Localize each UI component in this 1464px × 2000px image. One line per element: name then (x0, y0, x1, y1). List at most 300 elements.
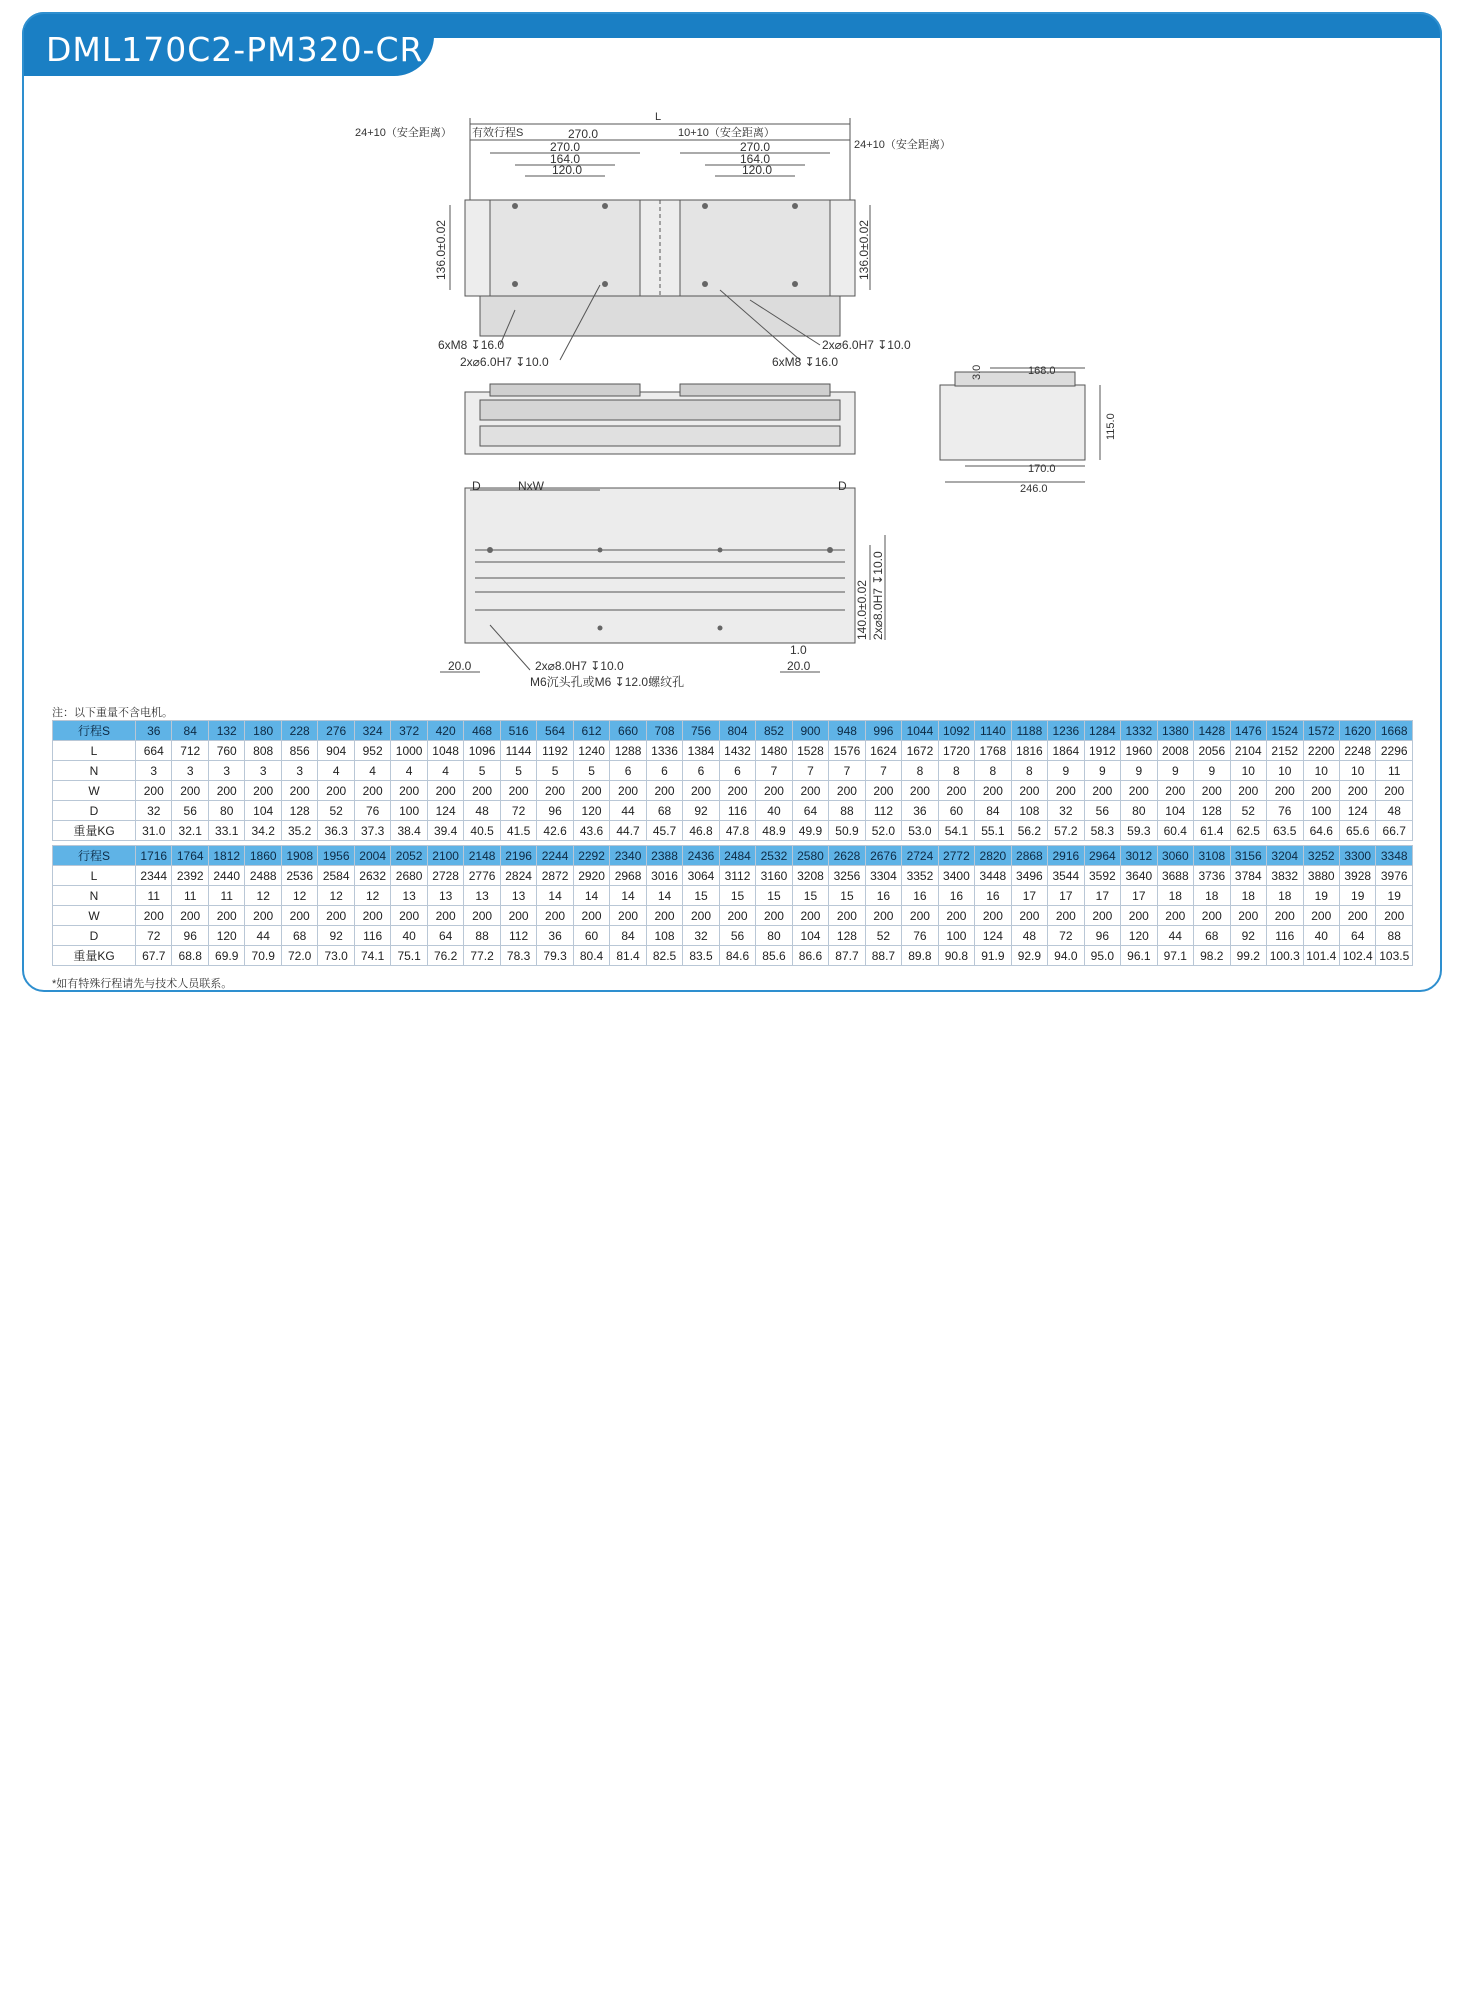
table-cell: 712 (172, 741, 208, 761)
table-cell: 62.5 (1230, 821, 1266, 841)
table-cell: 200 (245, 906, 281, 926)
table-cell: 2340 (610, 846, 646, 866)
table-cell: 18 (1194, 886, 1230, 906)
table-cell: 200 (172, 781, 208, 801)
footnote: *如有特殊行程请先与技术人员联系。 (52, 978, 233, 990)
table-cell: 1908 (281, 846, 317, 866)
dim-246: 246.0 (1020, 483, 1048, 495)
dim-pin8: 2x⌀8.0H7 ↧10.0 (535, 659, 624, 673)
table-row-N (53, 886, 1413, 906)
table-cell: 900 (792, 721, 828, 741)
table-cell: 2532 (756, 846, 792, 866)
table-cell: 1048 (427, 741, 463, 761)
table-cell: 1912 (1084, 741, 1120, 761)
table-cell: 128 (1194, 801, 1230, 821)
table-cell: 8 (902, 761, 938, 781)
table-cell: 2152 (1267, 741, 1303, 761)
dim-164-right: 164.0 (740, 152, 771, 166)
table-cell: 4 (354, 761, 390, 781)
table-cell: 96 (1084, 926, 1120, 946)
dim-pin6-right: 2x⌀6.0H7 ↧10.0 (822, 338, 911, 352)
table-cell: 14 (573, 886, 609, 906)
dim-NxW: NxW (518, 479, 544, 493)
spec-table-2 (52, 845, 1413, 966)
dim-20-right: 20.0 (787, 659, 811, 673)
table-cell: 84 (975, 801, 1011, 821)
table-cell: 112 (865, 801, 901, 821)
table-cell: 64 (1339, 926, 1375, 946)
table-cell: 2008 (1157, 741, 1193, 761)
table-cell: 516 (500, 721, 536, 741)
dim-20-left: 20.0 (448, 659, 472, 673)
table-cell: 1000 (391, 741, 427, 761)
table-cell: 1668 (1376, 721, 1413, 741)
table-cell: 36.3 (318, 821, 354, 841)
table-cell: 8 (938, 761, 974, 781)
table-cell: 85.6 (756, 946, 792, 966)
table-cell: 3252 (1303, 846, 1339, 866)
table-cell: 1860 (245, 846, 281, 866)
row-label: D (53, 801, 136, 821)
table-cell: 19 (1303, 886, 1339, 906)
table-cell: 2248 (1339, 741, 1375, 761)
row-label: D (53, 926, 136, 946)
table-cell: 1528 (792, 741, 828, 761)
table-cell: 3016 (646, 866, 682, 886)
table-cell: 63.5 (1267, 821, 1303, 841)
table-cell: 3112 (719, 866, 755, 886)
table-cell: 200 (500, 781, 536, 801)
table-cell: 65.6 (1339, 821, 1375, 841)
table-cell: 200 (1048, 906, 1084, 926)
table-cell: 200 (1011, 781, 1047, 801)
row-label: L (53, 866, 136, 886)
table-cell: 5 (464, 761, 500, 781)
table-cell: 52 (865, 926, 901, 946)
table-cell: 128 (281, 801, 317, 821)
table-cell: 2196 (500, 846, 536, 866)
table-cell: 39.4 (427, 821, 463, 841)
dim-m6: M6沉头孔或M6 ↧12.0螺纹孔 (530, 675, 685, 689)
table-cell: 2680 (391, 866, 427, 886)
dim-140: 140.0±0.02 (855, 580, 869, 640)
table-cell: 44 (245, 926, 281, 946)
table-cell: 103.5 (1376, 946, 1413, 966)
table-cell: 3928 (1339, 866, 1375, 886)
table-cell: 200 (427, 781, 463, 801)
table-cell: 44 (610, 801, 646, 821)
table-cell: 10 (1339, 761, 1375, 781)
table-cell: 76 (354, 801, 390, 821)
table-cell: 200 (829, 906, 865, 926)
table-cell: 7 (829, 761, 865, 781)
dim-safety-right: 24+10（安全距离） (854, 139, 951, 151)
table-row-stroke (53, 721, 1413, 741)
table-cell: 13 (500, 886, 536, 906)
table-cell: 48.9 (756, 821, 792, 841)
dim-136-right: 136.0±0.02 (857, 220, 871, 280)
table-cell: 200 (1048, 781, 1084, 801)
table-cell: 72 (500, 801, 536, 821)
table-cell: 2436 (683, 846, 719, 866)
table-cell: 17 (1011, 886, 1047, 906)
table-cell: 200 (975, 906, 1011, 926)
table-cell: 200 (1121, 906, 1157, 926)
table-cell: 1092 (938, 721, 974, 741)
table-cell: 200 (646, 906, 682, 926)
table-cell: 100 (1303, 801, 1339, 821)
table-cell: 48 (1376, 801, 1413, 821)
table-cell: 948 (829, 721, 865, 741)
table-cell: 16 (865, 886, 901, 906)
table-cell: 612 (573, 721, 609, 741)
table-cell: 1716 (136, 846, 172, 866)
table-cell: 856 (281, 741, 317, 761)
table-cell: 48 (1011, 926, 1047, 946)
table-cell: 200 (646, 781, 682, 801)
table-cell: 200 (1376, 906, 1413, 926)
table-cell: 10 (1267, 761, 1303, 781)
table-cell: 2580 (792, 846, 828, 866)
table-cell: 200 (136, 781, 172, 801)
table-cell: 200 (865, 781, 901, 801)
table-cell: 756 (683, 721, 719, 741)
table-cell: 11 (208, 886, 244, 906)
dim-L: L (655, 111, 662, 123)
table-cell: 68.8 (172, 946, 208, 966)
table-cell: 80 (1121, 801, 1157, 821)
table-cell: 14 (646, 886, 682, 906)
table-cell: 200 (792, 906, 828, 926)
table-cell: 128 (829, 926, 865, 946)
table-cell: 1812 (208, 846, 244, 866)
table-cell: 13 (427, 886, 463, 906)
table-cell: 3544 (1048, 866, 1084, 886)
table-cell: 3688 (1157, 866, 1193, 886)
table-cell: 3204 (1267, 846, 1303, 866)
table-cell: 200 (172, 906, 208, 926)
table-cell: 2968 (610, 866, 646, 886)
table-cell: 200 (1230, 906, 1266, 926)
table-cell: 40 (756, 801, 792, 821)
table-cell: 68 (646, 801, 682, 821)
table-cell: 33.1 (208, 821, 244, 841)
table-cell: 50.9 (829, 821, 865, 841)
table-row-kg (53, 821, 1413, 841)
table-cell: 200 (537, 781, 573, 801)
table-cell: 200 (683, 906, 719, 926)
table-cell: 200 (719, 906, 755, 926)
table-cell: 1336 (646, 741, 682, 761)
table-cell: 72 (136, 926, 172, 946)
table-cell: 56 (719, 926, 755, 946)
table-cell: 19 (1376, 886, 1413, 906)
table-cell: 200 (391, 906, 427, 926)
table-cell: 2296 (1376, 741, 1413, 761)
table-cell: 2200 (1303, 741, 1339, 761)
table-cell: 12 (245, 886, 281, 906)
table-cell: 2916 (1048, 846, 1084, 866)
table-cell: 40.5 (464, 821, 500, 841)
table-row-W (53, 781, 1413, 801)
dim-170: 170.0 (1028, 463, 1056, 475)
dim-safety-mid: 10+10（安全距离） (678, 127, 775, 139)
table-cell: 73.0 (318, 946, 354, 966)
table-cell: 1960 (1121, 741, 1157, 761)
table-cell: 276 (318, 721, 354, 741)
table-cell: 5 (573, 761, 609, 781)
table-cell: 59.3 (1121, 821, 1157, 841)
table-cell: 9 (1048, 761, 1084, 781)
table-cell: 3976 (1376, 866, 1413, 886)
table-cell: 6 (610, 761, 646, 781)
table-cell: 200 (427, 906, 463, 926)
table-cell: 124 (1339, 801, 1375, 821)
table-cell: 200 (281, 781, 317, 801)
table-cell: 100 (938, 926, 974, 946)
table-cell: 42.6 (537, 821, 573, 841)
table-cell: 1624 (865, 741, 901, 761)
table-cell: 1140 (975, 721, 1011, 741)
table-cell: 120 (573, 801, 609, 821)
table-row-D (53, 926, 1413, 946)
table-cell: 200 (391, 781, 427, 801)
table-cell: 3156 (1230, 846, 1266, 866)
table-cell: 34.2 (245, 821, 281, 841)
dim-3: 3.0 (971, 364, 983, 380)
table-cell: 74.1 (354, 946, 390, 966)
table-cell: 55.1 (975, 821, 1011, 841)
table-cell: 564 (537, 721, 573, 741)
table-cell: 200 (1084, 906, 1120, 926)
table-cell: 200 (1303, 781, 1339, 801)
table-cell: 5 (537, 761, 573, 781)
table-cell: 2104 (1230, 741, 1266, 761)
table-cell: 2964 (1084, 846, 1120, 866)
table-cell: 100.3 (1267, 946, 1303, 966)
table-cell: 1524 (1267, 721, 1303, 741)
table-cell: 1188 (1011, 721, 1047, 741)
dim-164-left: 164.0 (550, 152, 581, 166)
table-cell: 9 (1157, 761, 1193, 781)
table-cell: 104 (245, 801, 281, 821)
table-cell: 3108 (1194, 846, 1230, 866)
table-cell: 32 (683, 926, 719, 946)
table-cell: 17 (1048, 886, 1084, 906)
table-cell: 2920 (573, 866, 609, 886)
table-cell: 5 (500, 761, 536, 781)
table-cell: 1432 (719, 741, 755, 761)
table-cell: 18 (1267, 886, 1303, 906)
table-cell: 88 (464, 926, 500, 946)
table-cell: 2052 (391, 846, 427, 866)
table-cell: 7 (756, 761, 792, 781)
table-cell: 200 (208, 781, 244, 801)
table-cell: 1192 (537, 741, 573, 761)
row-label: W (53, 906, 136, 926)
table-cell: 37.3 (354, 821, 390, 841)
table-cell: 15 (719, 886, 755, 906)
table-cell: 200 (573, 906, 609, 926)
table-cell: 124 (975, 926, 1011, 946)
table-cell: 96.1 (1121, 946, 1157, 966)
table-cell: 2056 (1194, 741, 1230, 761)
table-cell: 7 (865, 761, 901, 781)
table-cell: 8 (975, 761, 1011, 781)
table-cell: 36 (537, 926, 573, 946)
table-cell: 3012 (1121, 846, 1157, 866)
table-cell: 88 (829, 801, 865, 821)
row-label: N (53, 886, 136, 906)
table-cell: 3256 (829, 866, 865, 886)
table-cell: 81.4 (610, 946, 646, 966)
table-cell: 18 (1230, 886, 1266, 906)
table-cell: 16 (938, 886, 974, 906)
table-cell: 15 (683, 886, 719, 906)
table-cell: 200 (318, 781, 354, 801)
dim-270-left: 270.0 (568, 127, 599, 141)
table-cell: 36 (136, 721, 172, 741)
table-cell: 200 (1376, 781, 1413, 801)
table-cell: 200 (1194, 906, 1230, 926)
table-cell: 2728 (427, 866, 463, 886)
table-cell: 72.0 (281, 946, 317, 966)
table-cell: 2392 (172, 866, 208, 886)
table-cell: 32 (1048, 801, 1084, 821)
table-cell: 2488 (245, 866, 281, 886)
table-cell: 200 (1157, 781, 1193, 801)
table-cell: 3 (136, 761, 172, 781)
table-cell: 2244 (537, 846, 573, 866)
table-cell: 200 (829, 781, 865, 801)
table-cell: 92 (683, 801, 719, 821)
dim-168: 168.0 (1028, 365, 1056, 377)
table-cell: 132 (208, 721, 244, 741)
dim-1: 1.0 (790, 643, 807, 657)
table-cell: 56 (172, 801, 208, 821)
dim-D-left: D (472, 479, 481, 493)
dim-270-inner: 270.0 (550, 140, 581, 154)
table-cell: 108 (646, 926, 682, 946)
table-cell: 1284 (1084, 721, 1120, 741)
table-cell: 1428 (1194, 721, 1230, 741)
table-cell: 808 (245, 741, 281, 761)
weight-note: 注：以下重量不含电机。 (52, 707, 173, 719)
table-cell: 200 (537, 906, 573, 926)
table-cell: 1764 (172, 846, 208, 866)
dim-136-left: 136.0±0.02 (434, 220, 448, 280)
table-cell: 200 (1011, 906, 1047, 926)
table-cell: 15 (829, 886, 865, 906)
table-cell: 200 (756, 781, 792, 801)
table-row-L (53, 741, 1413, 761)
table-cell: 104 (792, 926, 828, 946)
table-row-stroke (53, 846, 1413, 866)
table-cell: 996 (865, 721, 901, 741)
table-cell: 64 (427, 926, 463, 946)
table-cell: 12 (318, 886, 354, 906)
table-cell: 2820 (975, 846, 1011, 866)
table-cell: 3 (281, 761, 317, 781)
table-cell: 760 (208, 741, 244, 761)
table-cell: 200 (1267, 781, 1303, 801)
table-cell: 4 (318, 761, 354, 781)
table-cell: 18 (1157, 886, 1193, 906)
table-cell: 83.5 (683, 946, 719, 966)
table-cell: 99.2 (1230, 946, 1266, 966)
table-cell: 200 (1303, 906, 1339, 926)
table-cell: 3348 (1376, 846, 1413, 866)
table-row-L (53, 866, 1413, 886)
table-cell: 2628 (829, 846, 865, 866)
table-cell: 92.9 (1011, 946, 1047, 966)
technical-drawing (0, 0, 1464, 700)
table-cell: 200 (1339, 781, 1375, 801)
table-cell: 2004 (354, 846, 390, 866)
table-row-N (53, 761, 1413, 781)
table-cell: 120 (208, 926, 244, 946)
table-cell: 3 (172, 761, 208, 781)
table-cell: 14 (537, 886, 573, 906)
table-cell: 56.2 (1011, 821, 1047, 841)
table-cell: 9 (1194, 761, 1230, 781)
dim-pin6-left: 2x⌀6.0H7 ↧10.0 (460, 355, 549, 369)
row-label: 重量KG (53, 946, 136, 966)
table-cell: 6 (683, 761, 719, 781)
table-cell: 120 (1121, 926, 1157, 946)
table-cell: 1380 (1157, 721, 1193, 741)
table-cell: 200 (500, 906, 536, 926)
table-cell: 10 (1303, 761, 1339, 781)
table-cell: 2632 (354, 866, 390, 886)
table-cell: 54.1 (938, 821, 974, 841)
table-cell: 116 (1267, 926, 1303, 946)
table-cell: 2484 (719, 846, 755, 866)
table-cell: 11 (136, 886, 172, 906)
table-cell: 200 (136, 906, 172, 926)
table-cell: 1384 (683, 741, 719, 761)
table-cell: 1476 (1230, 721, 1266, 741)
table-cell: 2772 (938, 846, 974, 866)
table-cell: 2824 (500, 866, 536, 886)
table-cell: 68 (281, 926, 317, 946)
table-cell: 70.9 (245, 946, 281, 966)
table-cell: 200 (938, 781, 974, 801)
table-cell: 1572 (1303, 721, 1339, 741)
table-cell: 200 (1267, 906, 1303, 926)
table-cell: 46.8 (683, 821, 719, 841)
table-cell: 49.9 (792, 821, 828, 841)
table-cell: 17 (1084, 886, 1120, 906)
table-cell: 1332 (1121, 721, 1157, 741)
table-cell: 420 (427, 721, 463, 741)
table-cell: 200 (1339, 906, 1375, 926)
table-cell: 52 (1230, 801, 1266, 821)
table-cell: 17 (1121, 886, 1157, 906)
table-cell: 43.6 (573, 821, 609, 841)
table-cell: 2388 (646, 846, 682, 866)
table-cell: 96 (172, 926, 208, 946)
table-cell: 11 (172, 886, 208, 906)
table-cell: 76 (1267, 801, 1303, 821)
table-cell: 15 (792, 886, 828, 906)
table-cell: 89.8 (902, 946, 938, 966)
table-cell: 32 (136, 801, 172, 821)
table-cell: 3592 (1084, 866, 1120, 886)
table-cell: 200 (610, 781, 646, 801)
table-cell: 90.8 (938, 946, 974, 966)
table-cell: 80 (756, 926, 792, 946)
